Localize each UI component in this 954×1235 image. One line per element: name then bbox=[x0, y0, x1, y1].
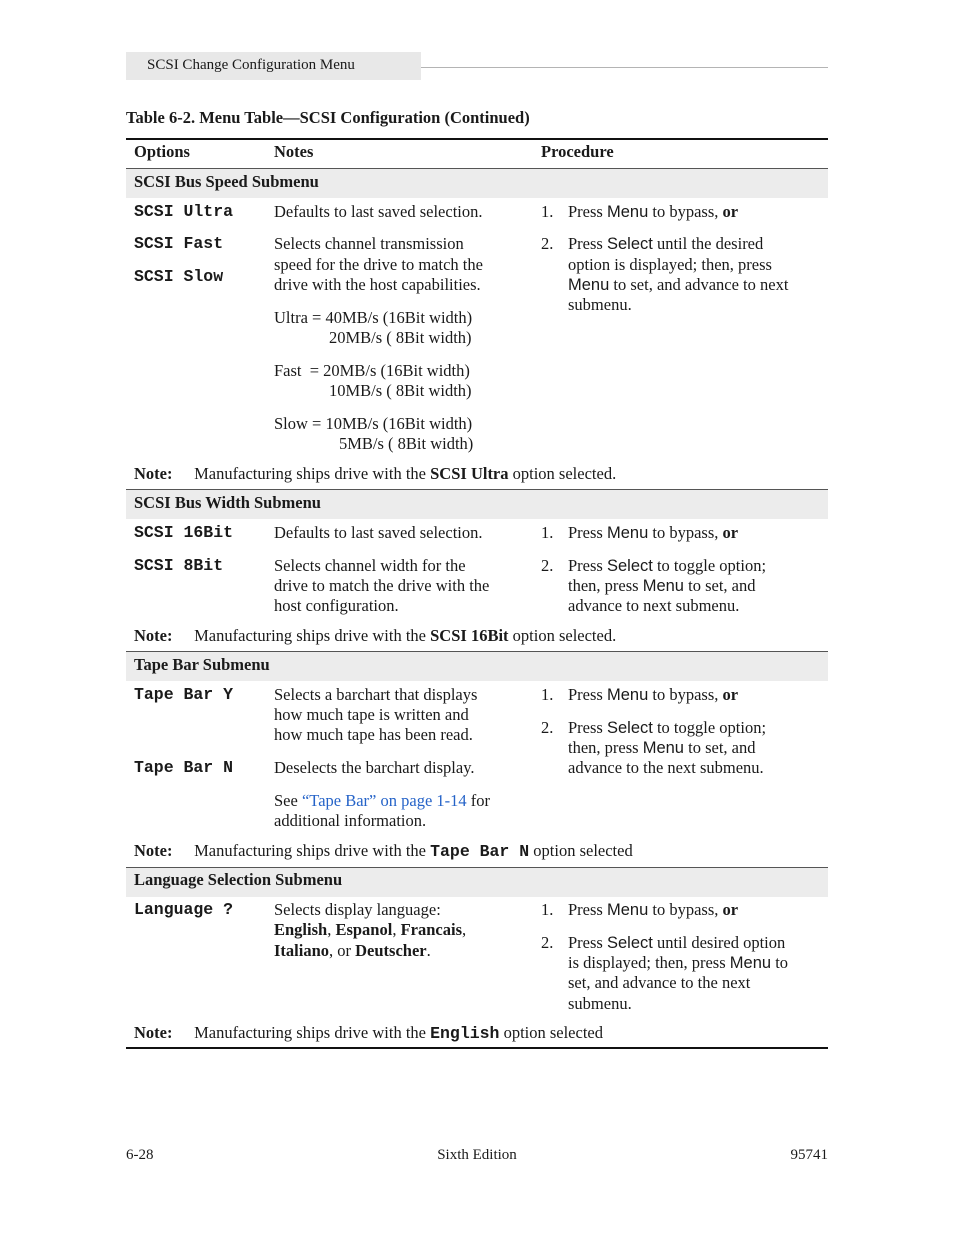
press-text: Press bbox=[568, 202, 603, 221]
option-scsi-8bit: SCSI 8Bit bbox=[134, 556, 224, 575]
step-text: to set, and advance to next bbox=[613, 275, 789, 294]
speed-defaults: Defaults to last saved selection. bbox=[274, 202, 483, 221]
width-note bbox=[134, 626, 616, 646]
language-step-2-line: set, and advance to the next bbox=[568, 973, 751, 992]
step-text: then, press bbox=[568, 738, 639, 757]
option-tape-bar-n: Tape Bar N bbox=[134, 758, 234, 777]
bypass-text: to bypass, bbox=[652, 685, 719, 704]
speed-slow-rate: Slow = 10MB/s (16Bit width) bbox=[274, 414, 473, 433]
speed-ultra-rate-8bit: 20MB/s ( 8Bit width) bbox=[329, 328, 472, 347]
language-step-1 bbox=[568, 900, 738, 920]
or-text: or bbox=[722, 685, 739, 704]
width-desc-line: drive to match the drive with the bbox=[274, 576, 490, 595]
table-caption: Table 6-2. Menu Table—SCSI Configuration (Continued) bbox=[126, 108, 530, 127]
menu-key: Menu bbox=[606, 901, 649, 919]
speed-fast-rate-8bit: 10MB/s ( 8Bit width) bbox=[329, 381, 472, 400]
press-text: Press bbox=[568, 685, 603, 704]
press-text: Press bbox=[568, 556, 603, 575]
note-label: Note: bbox=[134, 464, 173, 483]
note-text: Manufacturing ships drive with the bbox=[194, 464, 426, 483]
page-number: 6-28 bbox=[126, 1147, 154, 1163]
section-title-width: SCSI Bus Width Submenu bbox=[134, 493, 321, 512]
note-value: English bbox=[430, 1024, 500, 1043]
language-step-2-line bbox=[568, 933, 785, 953]
width-step-2-line bbox=[568, 576, 755, 596]
col-header-options: Options bbox=[134, 142, 190, 161]
step-number: 1. bbox=[541, 900, 554, 919]
select-key: Select bbox=[606, 557, 653, 575]
step-number: 1. bbox=[541, 523, 554, 542]
press-text: Press bbox=[568, 234, 603, 253]
menu-key: Menu bbox=[729, 954, 772, 972]
step-number: 1. bbox=[541, 202, 554, 221]
language-english: English bbox=[274, 920, 328, 939]
option-language: Language ? bbox=[134, 900, 234, 919]
press-text: Press bbox=[568, 933, 603, 952]
option-scsi-fast: SCSI Fast bbox=[134, 234, 224, 253]
tapebar-additional: additional information. bbox=[274, 811, 427, 830]
note-value: SCSI Ultra bbox=[430, 464, 509, 483]
menu-key: Menu bbox=[642, 577, 684, 595]
table-top-rule bbox=[126, 138, 828, 140]
note-text: option selected. bbox=[512, 464, 617, 483]
separator: , bbox=[462, 920, 467, 939]
step-text: to toggle option; bbox=[656, 718, 767, 737]
tapebar-desc-line: Selects a barchart that displays bbox=[274, 685, 478, 704]
menu-key: Menu bbox=[606, 524, 649, 542]
speed-step-2-line bbox=[568, 234, 763, 254]
speed-step-2-line bbox=[568, 275, 788, 295]
select-key: Select bbox=[606, 934, 653, 952]
tapebar-desc-line: how much tape is written and bbox=[274, 705, 469, 724]
bypass-text: to bypass, bbox=[652, 523, 719, 542]
menu-key: Menu bbox=[606, 203, 649, 221]
tapebar-desc-line: how much tape has been read. bbox=[274, 725, 473, 744]
speed-step-1 bbox=[568, 202, 738, 222]
step-text: is displayed; then, press bbox=[568, 953, 726, 972]
speed-desc-line: drive with the host capabilities. bbox=[274, 275, 481, 294]
menu-key: Menu bbox=[642, 739, 684, 757]
option-scsi-slow: SCSI Slow bbox=[134, 267, 224, 286]
option-scsi-ultra: SCSI Ultra bbox=[134, 202, 234, 221]
step-text: to set, and bbox=[688, 738, 756, 757]
language-step-2-line: submenu. bbox=[568, 994, 632, 1013]
select-key: Select bbox=[606, 719, 653, 737]
tapebar-step-2-line bbox=[568, 738, 755, 758]
tape-bar-reference-link[interactable]: “Tape Bar” on page 1-14 bbox=[301, 791, 467, 810]
note-text: option selected bbox=[503, 1023, 603, 1042]
speed-ultra-rate: Ultra = 40MB/s (16Bit width) bbox=[274, 308, 473, 327]
width-step-2-line: advance to next submenu. bbox=[568, 596, 740, 615]
note-label: Note: bbox=[134, 1023, 173, 1042]
tapebar-step-2-line bbox=[568, 718, 766, 738]
step-text: until the desired bbox=[656, 234, 764, 253]
speed-step-2-line: option is displayed; then, press bbox=[568, 255, 772, 274]
note-label: Note: bbox=[134, 626, 173, 645]
step-text: until desired option bbox=[656, 933, 786, 952]
menu-key: Menu bbox=[568, 276, 610, 294]
speed-fast-rate: Fast = 20MB/s (16Bit width) bbox=[274, 361, 470, 380]
separator: , bbox=[327, 920, 332, 939]
or-text: or bbox=[722, 523, 739, 542]
width-defaults: Defaults to last saved selection. bbox=[274, 523, 483, 542]
width-desc-line: host configuration. bbox=[274, 596, 399, 615]
tapebar-step-2-line: advance to the next submenu. bbox=[568, 758, 764, 777]
or-text: or bbox=[722, 202, 739, 221]
press-text: Press bbox=[568, 523, 603, 542]
step-number: 2. bbox=[541, 556, 554, 575]
or-text: or bbox=[722, 900, 739, 919]
bypass-text: to bypass, bbox=[652, 202, 719, 221]
tapebar-see-line bbox=[274, 791, 490, 811]
speed-desc-line: speed for the drive to match the bbox=[274, 255, 483, 274]
language-deutscher: Deutscher bbox=[355, 941, 427, 960]
step-number: 1. bbox=[541, 685, 554, 704]
language-desc: Selects display language: bbox=[274, 900, 441, 919]
edition-label: Sixth Edition bbox=[437, 1147, 517, 1163]
header-rule bbox=[421, 67, 828, 68]
step-number: 2. bbox=[541, 234, 554, 253]
table-bottom-rule bbox=[126, 1047, 828, 1049]
note-text: option selected. bbox=[512, 626, 617, 645]
running-header: SCSI Change Configuration Menu bbox=[147, 57, 355, 73]
tapebar-deselect: Deselects the barchart display. bbox=[274, 758, 475, 777]
press-text: Press bbox=[568, 900, 603, 919]
note-text: Manufacturing ships drive with the bbox=[194, 1023, 426, 1042]
width-step-2-line bbox=[568, 556, 766, 576]
language-francais: Francais bbox=[400, 920, 462, 939]
language-note bbox=[134, 1023, 603, 1044]
menu-key: Menu bbox=[606, 686, 649, 704]
col-header-notes: Notes bbox=[274, 142, 314, 161]
section-title-tapebar: Tape Bar Submenu bbox=[134, 655, 270, 674]
step-text: to toggle option; bbox=[656, 556, 767, 575]
separator: , bbox=[392, 920, 397, 939]
select-key: Select bbox=[606, 235, 653, 253]
bypass-text: to bypass, bbox=[652, 900, 719, 919]
separator: . bbox=[426, 941, 431, 960]
section-title-speed: SCSI Bus Speed Submenu bbox=[134, 172, 319, 191]
section-title-language: Language Selection Submenu bbox=[134, 870, 343, 889]
language-step-2-line bbox=[568, 953, 788, 973]
step-number: 2. bbox=[541, 933, 554, 952]
note-text: Manufacturing ships drive with the bbox=[194, 841, 426, 860]
width-desc-line: Selects channel width for the bbox=[274, 556, 466, 575]
step-text: then, press bbox=[568, 576, 639, 595]
for-text: for bbox=[470, 791, 491, 810]
tapebar-step-1 bbox=[568, 685, 738, 705]
step-text: to set, and bbox=[688, 576, 756, 595]
note-label: Note: bbox=[134, 841, 173, 860]
note-text: Manufacturing ships drive with the bbox=[194, 626, 426, 645]
step-text: to bbox=[775, 953, 789, 972]
speed-slow-rate-8bit: 5MB/s ( 8Bit width) bbox=[339, 434, 474, 453]
note-value: Tape Bar N bbox=[430, 842, 530, 861]
note-value: SCSI 16Bit bbox=[430, 626, 509, 645]
note-text: option selected bbox=[533, 841, 633, 860]
separator: , or bbox=[329, 941, 352, 960]
option-tape-bar-y: Tape Bar Y bbox=[134, 685, 234, 704]
step-number: 2. bbox=[541, 718, 554, 737]
see-text: See bbox=[274, 791, 298, 810]
press-text: Press bbox=[568, 718, 603, 737]
speed-desc-line: Selects channel transmission bbox=[274, 234, 464, 253]
document-number: 95741 bbox=[790, 1147, 828, 1163]
language-espanol: Espanol bbox=[335, 920, 393, 939]
option-scsi-16bit: SCSI 16Bit bbox=[134, 523, 234, 542]
tapebar-note bbox=[134, 841, 633, 862]
speed-step-2-line: submenu. bbox=[568, 295, 632, 314]
col-header-procedure: Procedure bbox=[541, 142, 614, 161]
language-list-line bbox=[274, 941, 431, 961]
language-italiano: Italiano bbox=[274, 941, 330, 960]
speed-note bbox=[134, 464, 616, 484]
width-step-1 bbox=[568, 523, 738, 543]
language-list-line bbox=[274, 920, 466, 940]
